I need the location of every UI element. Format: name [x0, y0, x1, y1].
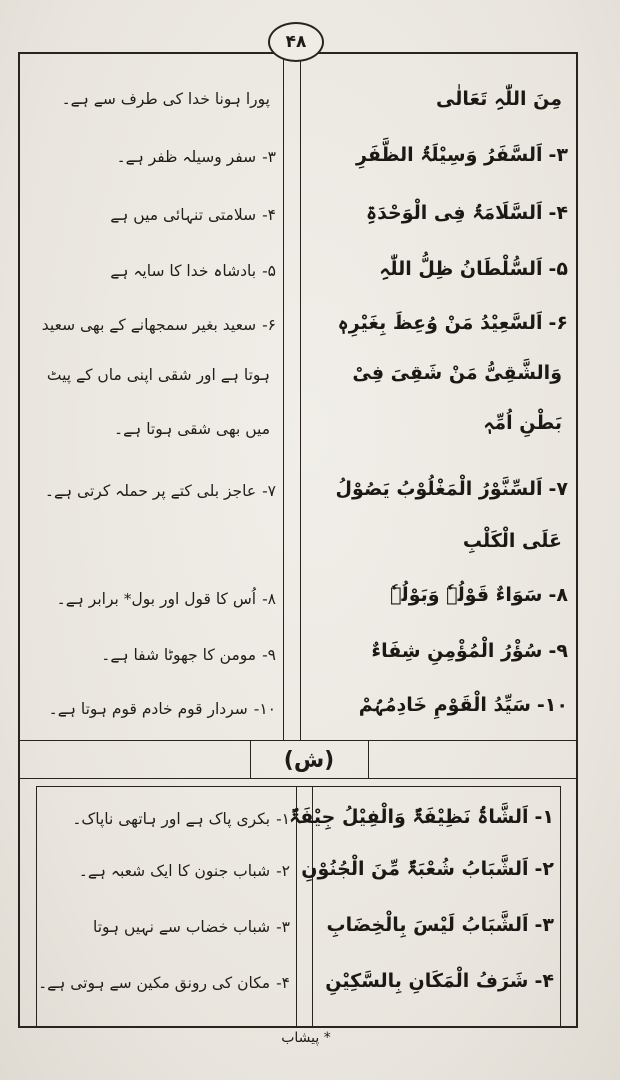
- arabic-line: ۱۰-سَیِّدُ الْقَوْمِ خَادِمُہُمْ: [358, 694, 568, 716]
- lower-top-line: [36, 786, 560, 787]
- arabic-line: وَالشَّقِیُّ مَنْ شَقِیَ فِیْ: [352, 362, 562, 384]
- arabic-line: ۵-اَلسُّلْطَانُ ظِلُّ اللّٰہِ: [379, 258, 568, 280]
- urdu-line: ۲-شباب جنون کا ایک شعبہ ہے۔: [78, 862, 290, 880]
- urdu-line: ۱۰-سردار قوم خادم قوم ہوتا ہے۔: [48, 700, 276, 718]
- arabic-line: ۶-اَلسَّعِیْدُ مَنْ وُعِظَ بِغَیْرِہٖ: [337, 312, 568, 334]
- urdu-column-lower: [38, 792, 290, 1022]
- arabic-line: ۳-اَلشَّبَابُ لَیْسَ بِالْخِضَابِ: [326, 914, 554, 936]
- urdu-line: ۵-بادشاہ خدا کا سایہ ہے: [110, 262, 276, 280]
- urdu-line: ۷-عاجز بلی کتے پر حملہ کرتی ہے۔: [44, 482, 276, 500]
- lower-frame-left: [36, 786, 37, 1026]
- arabic-line: ۸-سَوَاءٌ قَوْلُہٗ وَبَوْلُہٗ: [390, 584, 568, 606]
- arabic-line: ۴-شَرَفُ الْمَکَانِ بِالسَّکِیْنِ: [325, 970, 554, 992]
- arabic-column: [306, 60, 568, 736]
- section-box-right: [368, 740, 369, 778]
- section-heading-shin: (ش): [283, 747, 335, 773]
- urdu-line: پورا ہونا خدا کی طرف سے ہے۔: [61, 90, 270, 108]
- arabic-line: ۳-اَلسَّفَرُ وَسِیْلَۃُ الظَّفَرِ: [356, 144, 568, 166]
- arabic-line: بَطْنِ اُمِّہٖ: [483, 412, 562, 434]
- arabic-line: ۹-سُؤْرُ الْمُؤْمِنِ شِفَاءٌ: [371, 640, 568, 662]
- urdu-line: ہوتا ہے اور شقی اپنی ماں کے پیٹ: [46, 366, 270, 384]
- section-divider-bottom: [18, 778, 578, 779]
- footnote: * پیشاب: [281, 1030, 331, 1046]
- urdu-line: ۱-بکری پاک ہے اور ہاتھی ناپاک۔: [72, 810, 290, 828]
- arabic-line: ۷-اَلسِّنَّوْرُ الْمَغْلُوْبُ یَصُوْلُ: [335, 478, 568, 500]
- urdu-line: ۹-مومن کا جھوٹا شفا ہے۔: [101, 646, 276, 664]
- urdu-line: ۴-مکان کی رونق مکین سے ہوتی ہے۔: [38, 974, 290, 992]
- gutter-line-left: [283, 52, 284, 740]
- urdu-line: میں بھی شقی ہوتا ہے۔: [114, 420, 270, 438]
- urdu-line: ۸-اُس کا قول اور بول* برابر ہے۔: [56, 590, 276, 608]
- gutter-line-right: [300, 52, 301, 740]
- arabic-line: ۲-اَلشَّبَابُ شُعْبَۃٌ مِّنَ الْجُنُوْنِ: [301, 858, 554, 880]
- urdu-column: [30, 60, 276, 736]
- arabic-line: عَلَی الْکَلْبِ: [462, 530, 562, 552]
- urdu-line: ۴-سلامتی تنہائی میں ہے: [110, 206, 276, 224]
- urdu-line: ۳-شباب خضاب سے نہیں ہوتا: [92, 918, 290, 936]
- arabic-line: ۴-اَلسَّلَامَۃُ فِی الْوَحْدَۃِ: [365, 202, 568, 224]
- lower-frame-right: [560, 786, 561, 1026]
- section-divider-top: [18, 740, 578, 741]
- arabic-line: ۱-اَلشَّاۃُ نَظِیْفَۃٌ وَالْفِیْلُ جِیْفَۃٌ: [289, 806, 554, 828]
- arabic-line: مِنَ اللّٰہِ تَعَالٰی: [436, 88, 562, 110]
- urdu-line: ۶-سعید بغیر سمجھانے کے بھی سعید: [41, 316, 276, 334]
- urdu-line: ۳-سفر وسیلہ ظفر ہے۔: [116, 148, 276, 166]
- arabic-column-lower: [289, 792, 554, 1022]
- page-number: ۴۸: [268, 22, 324, 62]
